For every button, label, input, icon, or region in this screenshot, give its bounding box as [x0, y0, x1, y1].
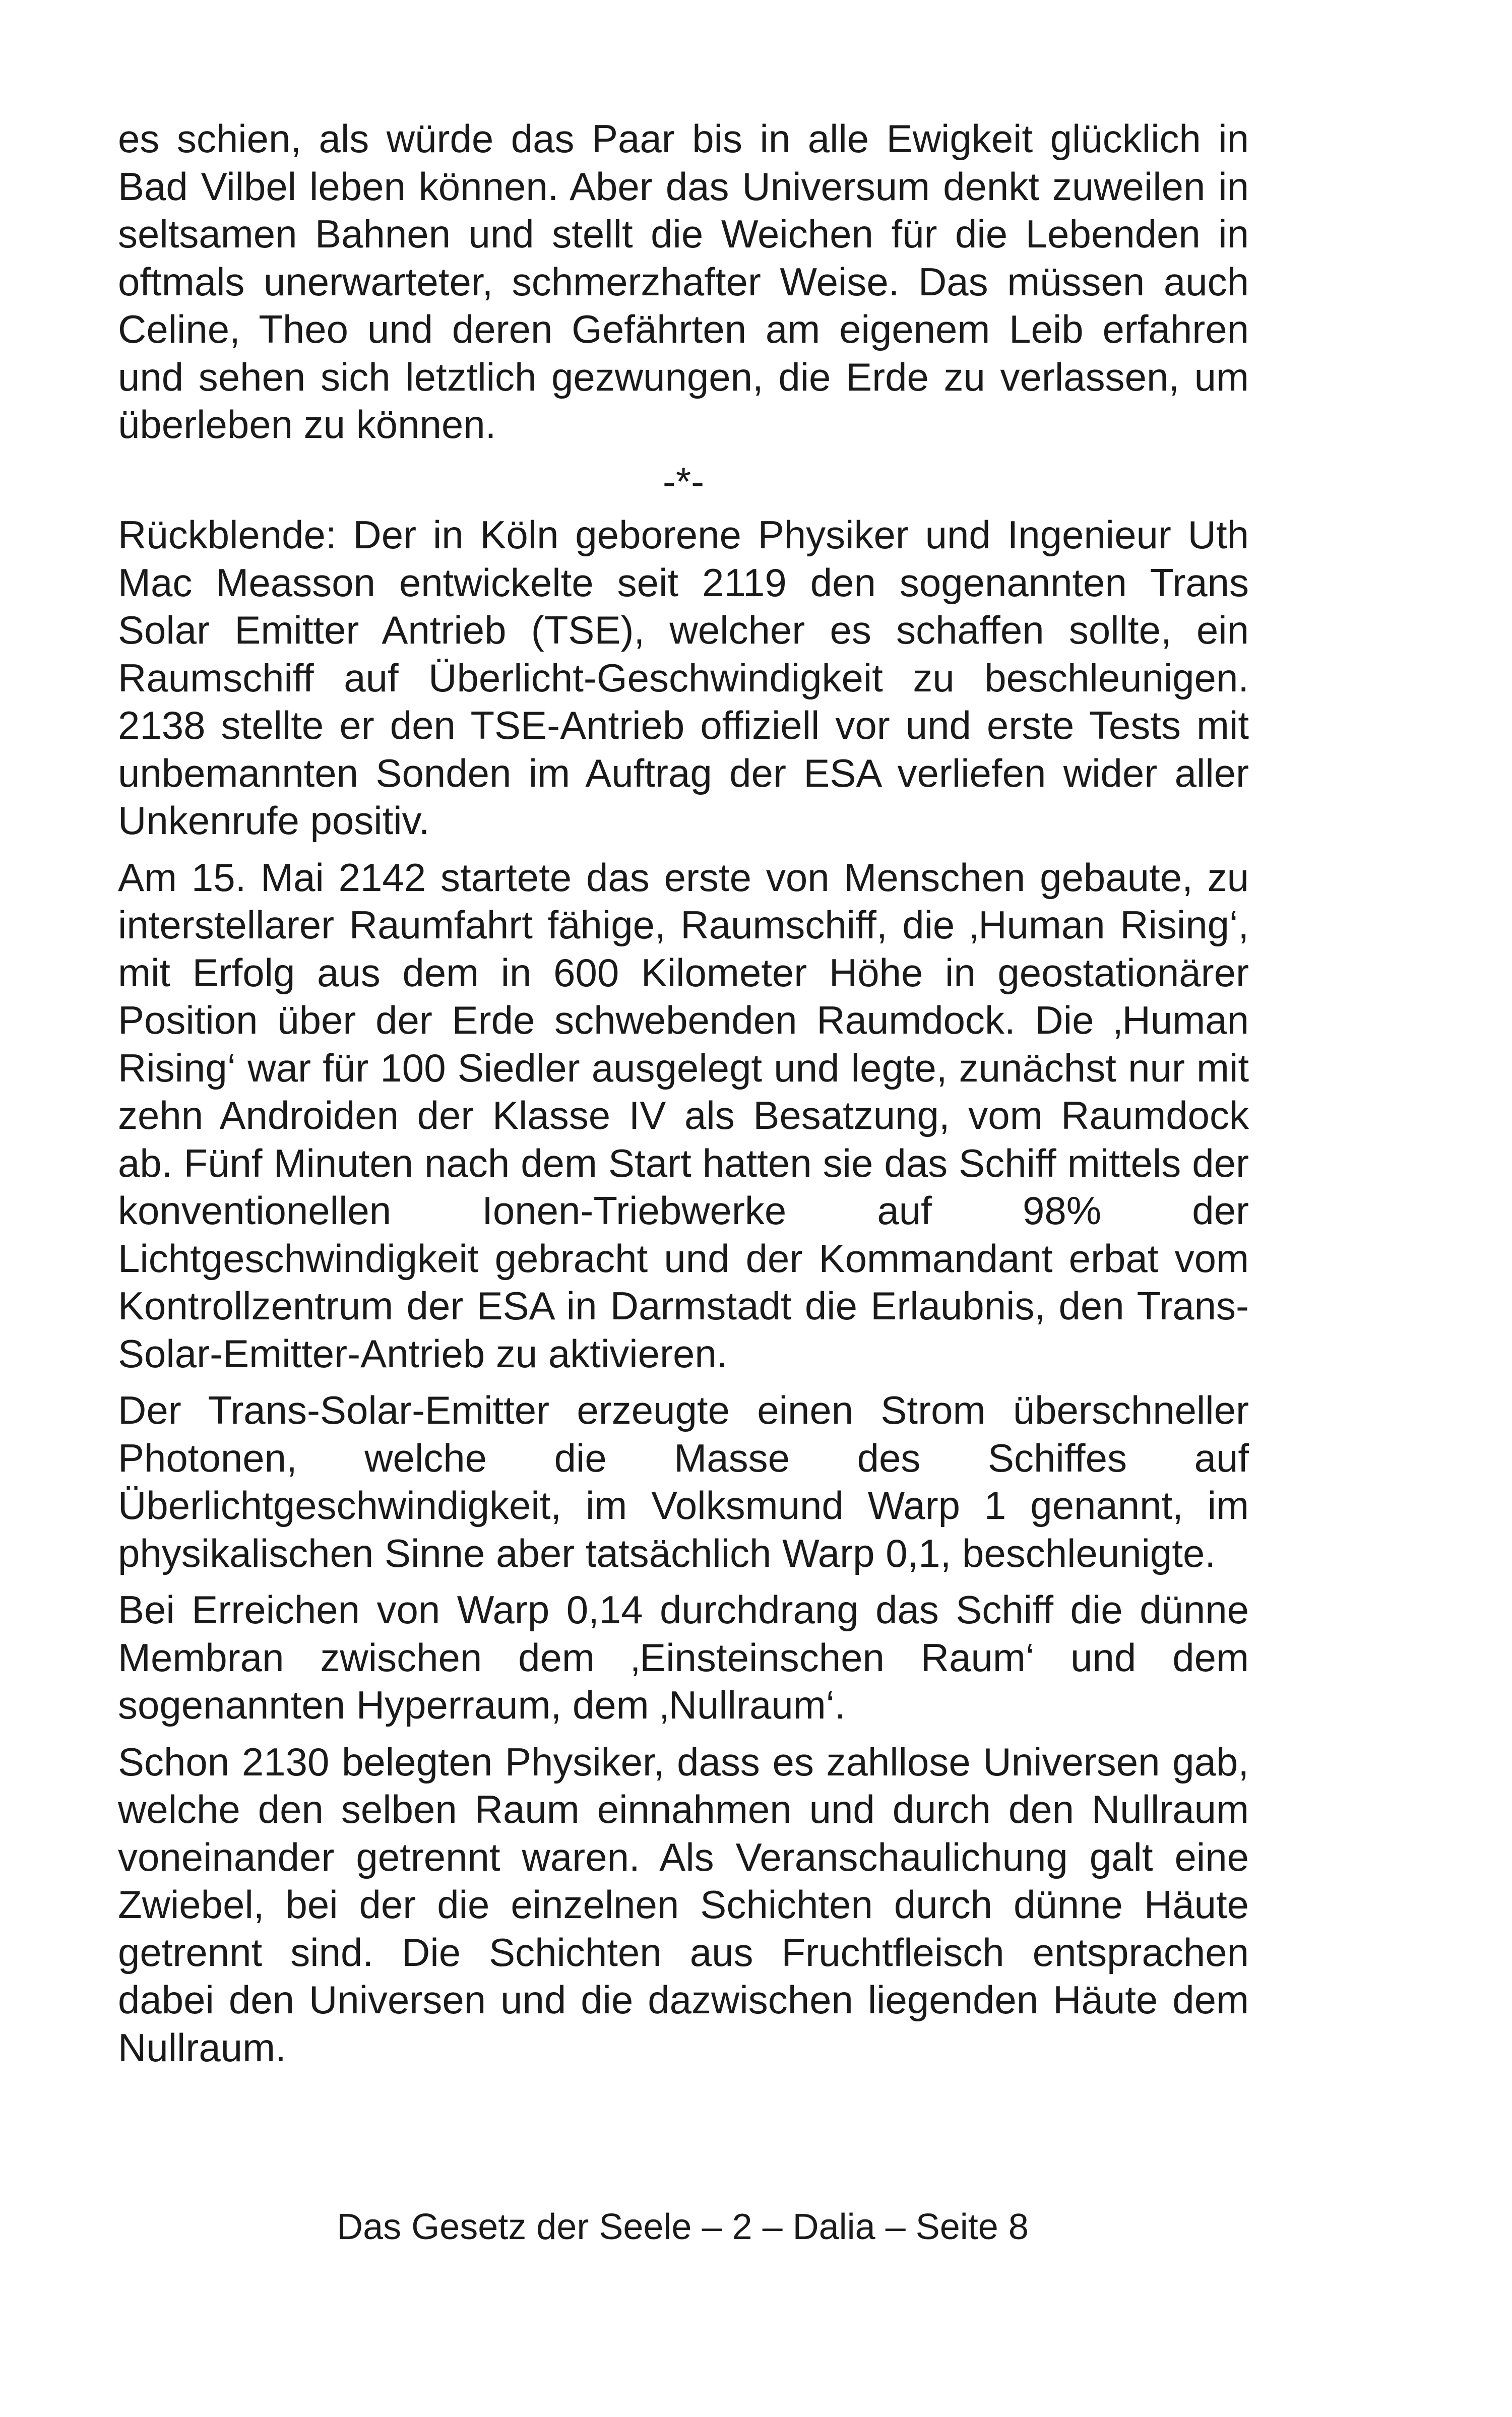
paragraph-warp: Bei Erreichen von Warp 0,14 durchdrang das Schiff die dünne Membran zwischen dem ‚Einsteinschen Raum‘ und dem sogenannten Hyperraum, dem ‚Nullraum‘.	[118, 1587, 1249, 1727]
paragraph-intro: es schien, als würde das Paar bis in alle Ewigkeit glücklich in Bad Vilbel leben können. Aber das Universum denkt zuweilen in seltsamen Bahnen und stellt die Weichen für die Lebenden in oftmals unerwarteter, schmerzhafter Weise. Das müssen auch Celine, Theo und deren Gefährten am eigenem Leib erfahren und sehen sich letztlich gezwungen, die Erde zu verlassen, um überleben zu können.	[118, 116, 1249, 447]
page-footer: Das Gesetz der Seele – 2 – Dalia – Seite 8	[337, 2207, 1029, 2247]
paragraph-universes: Schon 2130 belegten Physiker, dass es zahllose Universen gab, welche den selben Raum einnahmen und durch den Nullraum voneinander getrennt waren. Als Veranschaulichung galt eine Zwiebel, bei der die einzelnen Schichten durch dünne Häute getrennt sind. Die Schichten aus Fruchtfleisch entsprachen dabei den Universen und die dazwischen liegenden Häute dem Nullraum.	[118, 1739, 1249, 2070]
paragraph-emitter: Der Trans-Solar-Emitter erzeugte einen Strom überschneller Photonen, welche die Masse des Schiffes auf Überlichtgeschwindigkeit, im Volksmund Warp 1 genannt, im physikalischen Sinne aber tatsächlich Warp 0,1, beschleunigte.	[118, 1388, 1249, 1575]
paragraph-flashback: Rückblende: Der in Köln geborene Physiker und Ingenieur Uth Mac Measson entwickelte seit 2119 den sogenannten Trans Solar Emitter Antrieb (TSE), welcher es schaffen sollte, ein Raumschiff auf Überlicht-Geschwindigkeit zu beschleunigen. 2138 stellte er den TSE-Antrieb offiziell vor und erste Tests mit unbemannten Sonden im Auftrag der ESA verliefen wider aller Unkenrufe positiv.	[118, 513, 1249, 843]
paragraph-launch: Am 15. Mai 2142 startete das erste von Menschen gebaute, zu interstellarer Raumfahrt fähige, Raumschiff, die ‚Human Rising‘, mit Erfolg aus dem in 600 Kilometer Höhe in geostationärer Position über der Erde schwebenden Raumdock. Die ‚Human Rising‘ war für 100 Siedler ausgelegt und legte, zunächst nur mit zehn Androiden der Klasse IV als Besatzung, vom Raumdock ab. Fünf Minuten nach dem Start hatten sie das Schiff mittels der konventionellen Ionen-Triebwerke auf 98% der Lichtgeschwindigkeit gebracht und der Kommandant erbat vom Kontrollzentrum der ESA in Darmstadt die Erlaubnis, den Trans-Solar-Emitter-Antrieb zu aktivieren.	[118, 855, 1249, 1376]
body-text	[118, 115, 1249, 2080]
section-separator: -*-	[662, 459, 705, 503]
